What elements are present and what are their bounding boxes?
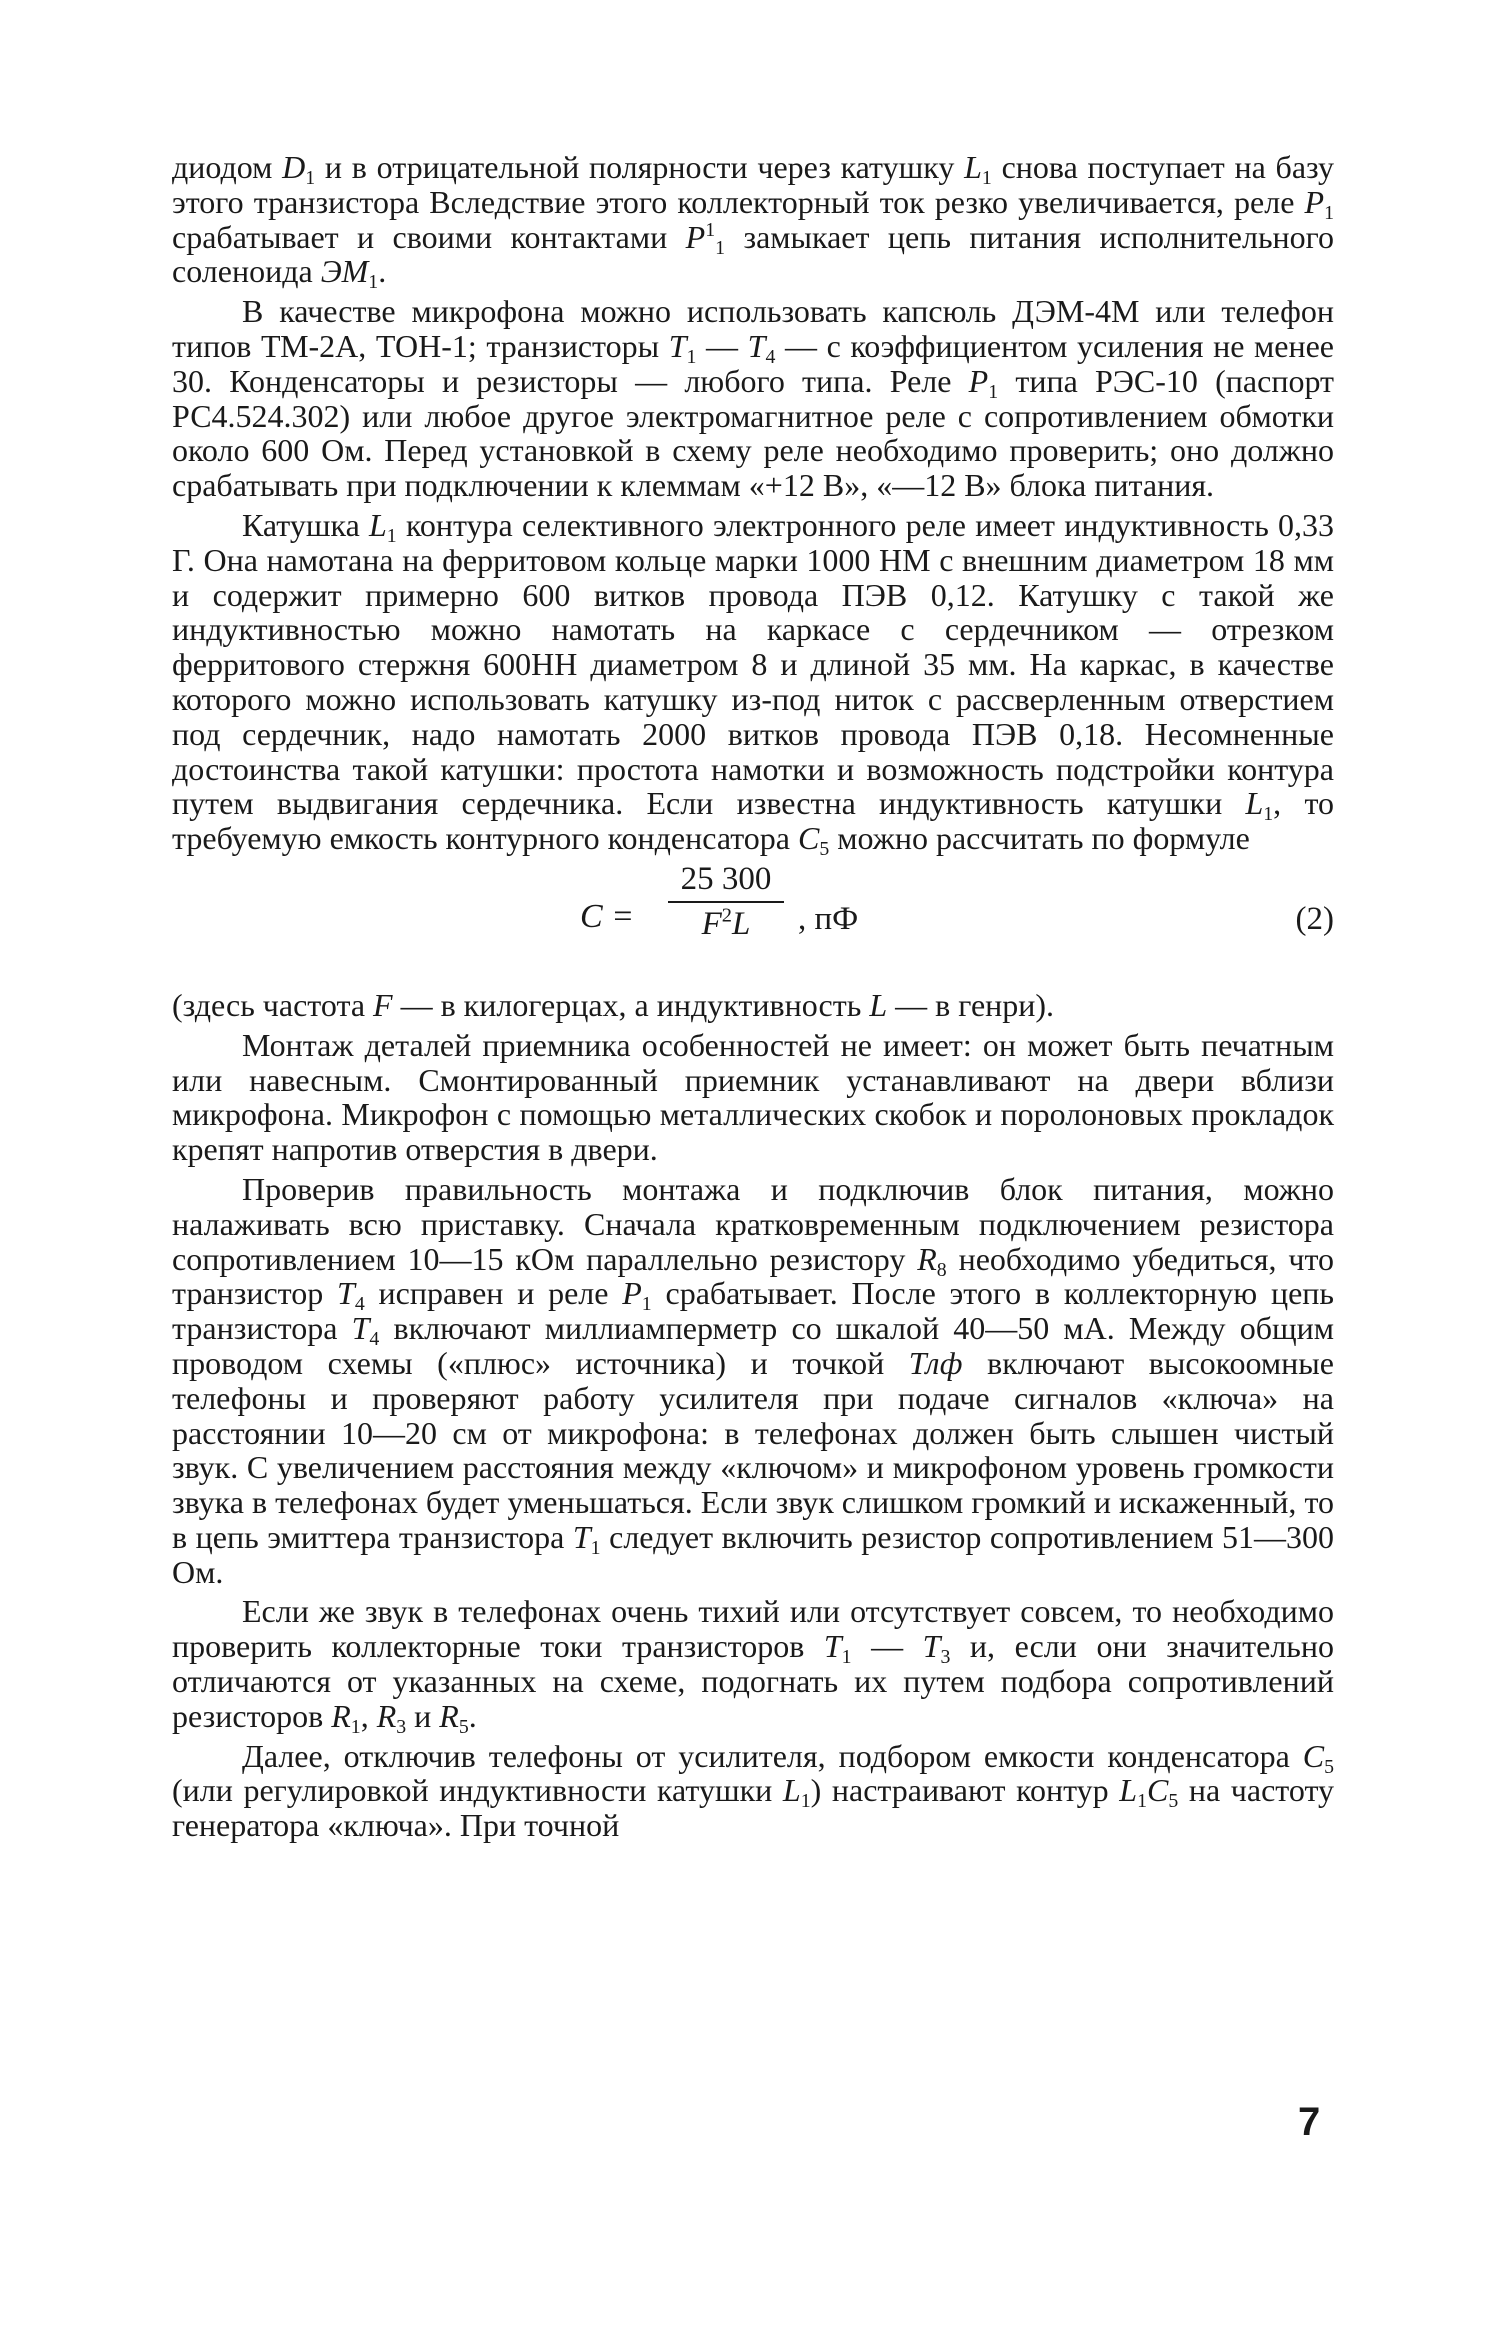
formula-2 (172, 862, 1334, 980)
paragraph-2: В качестве микрофона можно использовать капсюль ДЭМ-4М или телефон типов ТМ-2А, ТОН-1; транзисторы $T_1$ — $T_4$ — с коэффициентом усиления не менее 30. Конденсаторы и резисторы — любого типа. Реле $P_1$ типа РЭС-10 (паспорт РС4.524.302) или любое другое электромагнитное реле с сопротивлением обмотки около 600 Ом. Перед установкой в схему реле необходимо проверить; оно должно срабатывать при подключении к клеммам «+12 В», «—12 В» блока питания. (172, 293, 1335, 504)
page-number: 7 (1298, 2100, 1321, 2144)
paragraph-5: Монтаж деталей приемника особенностей не имеет: он может быть печатным или навесным. Смонтированный приемник устанавливают на двери вблизи микрофона. Микрофон с помощью металлических скобок и поролоновых прокладок крепят напротив отверстия в двери. (172, 1026, 1334, 1168)
paragraph-6: Проверив правильность монтажа и подключив блок питания, можно налаживать всю приставку. Сначала кратковременным подключением резистора сопротивлением 10—15 кОм параллельно резистору $R_8$ необходимо убедиться, что транзистор $T_4$ исправен и реле $P_1$ срабатывает. После этого в коллекторную цепь транзистора $T_4$ включают миллиамперметр со шкалой 40—50 мА. Между общим проводом схемы («плюс» источника) и точкой Тлф включают высокоомные телефоны и проверяют работу усилителя при подаче сигналов «ключа» на расстоянии 10—20 см от микрофона: в телефонах должен быть слышен чистый звук. С увеличением расстояния между «ключом» и микрофоном уровень громкости звука в телефонах будет уменьшаться. Если звук слишком громкий и искаженный, то в цепь эмиттера транзистора $T_1$ следует включить резистор сопротивлением 51—300 Ом. (172, 1170, 1335, 1590)
formula-lhs: C = (580, 897, 635, 935)
paragraph-3: Катушка $L_1$ контура селективного электронного реле имеет индуктивность 0,33 Г. Она намотана на ферритовом кольце марки 1000 НМ с внешним диаметром 18 мм и содержит примерно 600 витков провода ПЭВ 0,12. Катушку с такой же индуктивностью можно намотать на каркасе с сердечником — отрезком ферритового стержня 600НН диаметром 8 и длиной 35 мм. На каркас, в качестве которого можно использовать катушку из-под ниток с рассверленным отверстием под сердечник, надо намотать 2000 витков провода ПЭВ 0,18. Несомненные достоинства такой катушки: простота намотки и возможность подстройки контура путем выдвигания сердечника. Если известна индуктивность катушки $L_1$, то требуемую емкость контурного конденсатора $C_5$ можно рассчитать по формуле (172, 506, 1335, 861)
paragraph-8: Далее, отключив телефоны от усилителя, подбором емкости конденсатора $C_5$ (или регулировкой индуктивности катушки $L_1$) настраивают контур $L_1C_5$ на частоту генератора «ключа». При точной (172, 1737, 1335, 1844)
paragraph-4: (здесь частота F — в килогерцах, а индуктивность L — в генри). (172, 986, 1055, 1023)
equation-number: (2) (1295, 900, 1334, 937)
paragraph-1: диодом $D_1$ и в отрицательной полярности через катушку $L_1$ снова поступает на базу этого транзистора Вследствие этого коллекторный ток резко увеличивается, реле $P_1$ срабатывает и своими контактами $P^1_1$ замыкает цепь питания исполнительного соленоида $ЭМ_1$. (172, 149, 1335, 294)
formula-fraction (668, 862, 784, 942)
formula-unit: , пФ (798, 900, 859, 937)
formula-denominator: $F^2L$ (701, 904, 751, 942)
paragraph-7: Если же звук в телефонах очень тихий или отсутствует совсем, то необходимо проверить коллекторные токи транзисторов $T_1$ — $T_3$ и, если они значительно отличаются от указанных на схеме, подогнать их путем подбора сопротивлений резисторов $R_1$, $R_3$ и $R_5$. (172, 1593, 1335, 1738)
formula-numerator: 25 300 (668, 862, 784, 903)
body-text (172, 150, 1334, 1848)
